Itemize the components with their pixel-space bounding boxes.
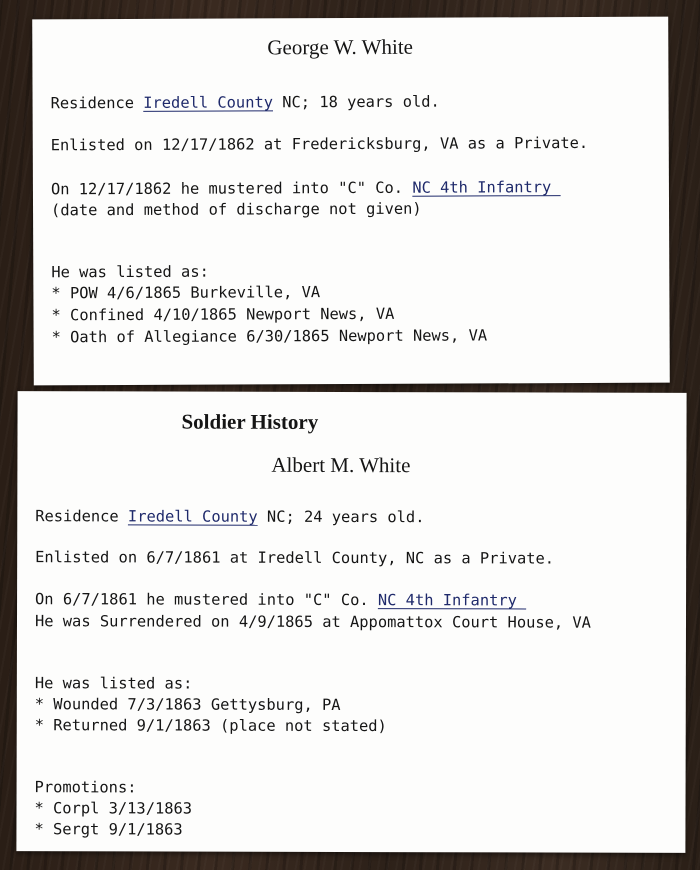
record-card-george <box>32 17 670 386</box>
surrender-line: He was Surrendered on 4/9/1865 at Appomattox Court House, VA <box>34 612 591 632</box>
regiment-link[interactable]: NC 4th Infantry <box>412 178 561 197</box>
soldier-name: George W. White <box>267 34 414 60</box>
listed-as-label: He was listed as: <box>51 262 209 282</box>
promotions-label: Promotions: <box>34 778 137 797</box>
listing-item: * POW 4/6/1865 Burkeville, VA <box>51 283 321 303</box>
muster-prefix: On 6/7/1861 he mustered into "C" Co. <box>35 590 378 610</box>
promotion-item: * Sergt 9/1/1863 <box>34 820 183 839</box>
listing-item: * Returned 9/1/1863 (place not stated) <box>34 716 387 736</box>
muster-line <box>51 177 561 200</box>
enlisted-line: Enlisted on 12/17/1862 at Fredericksburg, VA as a Private. <box>50 133 589 155</box>
section-heading: Soldier History <box>181 409 319 434</box>
record-card-albert <box>16 391 686 853</box>
residence-county-link[interactable]: Iredell County <box>127 507 258 526</box>
residence-county-link[interactable]: Iredell County <box>143 93 274 112</box>
residence-line <box>35 506 424 528</box>
muster-prefix: On 12/17/1862 he mustered into "C" Co. <box>50 178 413 199</box>
residence-line <box>51 92 440 115</box>
residence-suffix: NC; 24 years old. <box>257 507 425 527</box>
enlisted-line: Enlisted on 6/7/1861 at Iredell County, NC as a Private. <box>35 548 555 568</box>
residence-prefix: Residence <box>50 93 144 113</box>
promotion-item: * Corpl 3/13/1863 <box>34 799 193 818</box>
discharge-line: (date and method of discharge not given) <box>50 199 422 220</box>
listing-item: * Wounded 7/3/1863 Gettysburg, PA <box>34 695 341 714</box>
listed-as-label: He was listed as: <box>34 674 193 693</box>
soldier-name: Albert M. White <box>271 452 411 478</box>
residence-suffix: NC; 18 years old. <box>272 92 440 112</box>
residence-prefix: Residence <box>35 507 128 526</box>
listing-item: * Confined 4/10/1865 Newport News, VA <box>51 304 395 325</box>
regiment-link[interactable]: NC 4th Infantry <box>377 591 527 610</box>
muster-line <box>35 589 526 611</box>
listing-item: * Oath of Allegiance 6/30/1865 Newport News, VA <box>51 326 488 347</box>
